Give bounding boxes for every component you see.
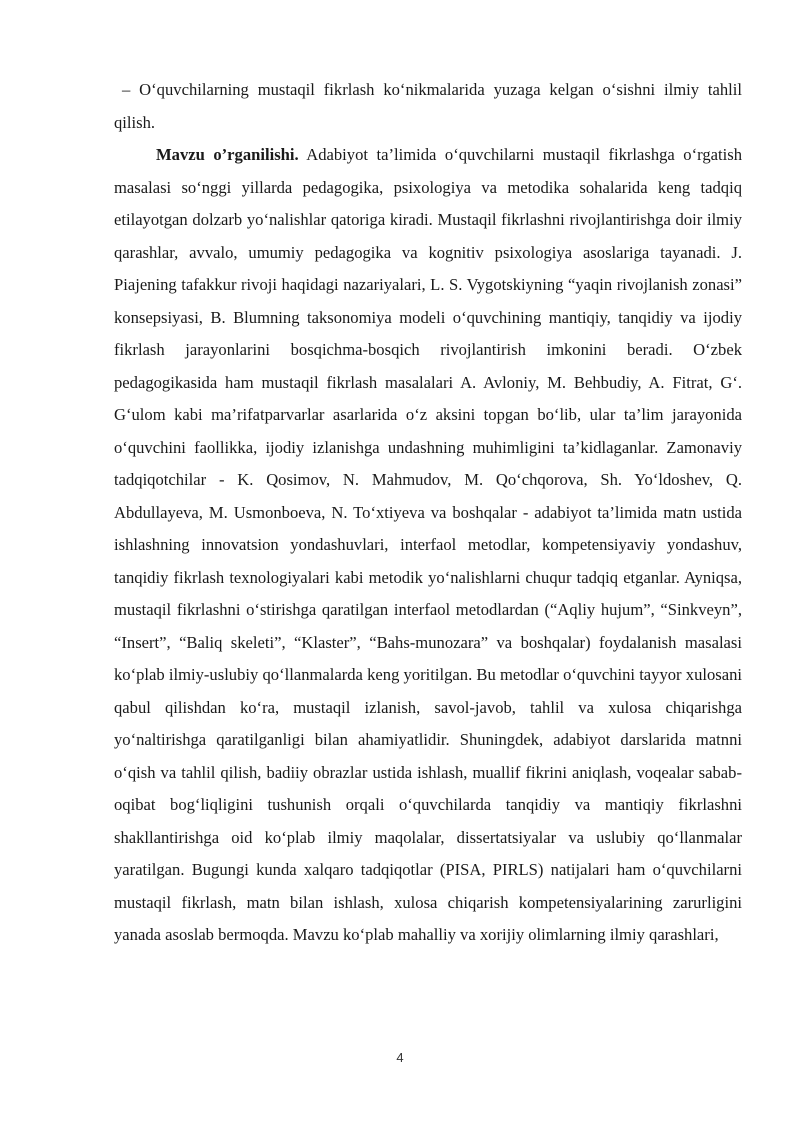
- section-heading: Mavzu o’rganilishi.: [156, 145, 299, 164]
- section-body: Adabiyot ta’limida o‘quvchilarni mustaqil fikrlashga o‘rgatish masalasi so‘nggi yillarda pedagogika, psixologiya va metodika sohalarida keng tadqiq etilayotgan dolzarb yo‘nalishlar qatoriga kiradi. Mustaqil fikrlashni rivojlantirishga doir ilmiy qarashlar, avvalo, umumiy pedagogika va kognitiv psixologiya asoslariga tayanadi. J. Piajening tafakkur rivoji haqidagi nazariyalari, L. S. Vygotskiyning “yaqin rivojlanish zonasi” konsepsiyasi, B. Blumning taksonomiya modeli o‘quvchining mantiqiy, tanqidiy va ijodiy fikrlash jarayonlarini bosqichma-bosqich rivojlantirish imkonini beradi. O‘zbek pedagogikasida ham mustaqil fikrlash masalalari A. Avloniy, M. Behbudiy, A. Fitrat, G‘. G‘ulom kabi ma’rifatparvarlar asarlarida o‘z aksini topgan bo‘lib, ular ta’lim jarayonida o‘quvchini faollikka, ijodiy izlanishga undashning muhimligini ta’kidlaganlar. Zamonaviy tadqiqotchilar - K. Qosimov, N. Mahmudov, M. Qo‘chqorova, Sh. Yo‘ldoshev, Q. Abdullayeva, M. Usmonboeva, N. To‘xtiyeva va boshqalar - adabiyot ta’limida matn ustida ishlashning innovatsion yondashuvlari, interfaol metodlar, kompetensiyaviy yondashuv, tanqidiy fikrlash texnologiyalari kabi metodik yo‘nalishlarni chuqur tadqiq etganlar. Ayniqsa, mustaqil fikrlashni o‘stirishga qaratilgan interfaol metodlardan (“Aqliy hujum”, “Sinkveyn”, “Insert”, “Baliq skeleti”, “Klaster”, “Bahs-munozara” va boshqalar) foydalanish masalasi ko‘plab ilmiy-uslubiy qo‘llanmalarda keng yoritilgan. Bu metodlar o‘quvchini tayyor xulosani qabul qilishdan ko‘ra, mustaqil izlanish, savol-javob, tahlil va xulosa chiqarishga yo‘naltirishga qaratilganligi bilan ahamiyatlidir. Shuningdek, adabiyot darslarida matnni o‘qish va tahlil qilish, badiiy obrazlar ustida ishlash, muallif fikrini aniqlash, voqealar sabab-oqibat bog‘liqligini tushunish orqali o‘quvchilarda tanqidiy va mantiqiy fikrlashni shakllantirishga oid ko‘plab ilmiy maqolalar, dissertatsiyalar va uslubiy qo‘llanmalar yaratilgan. Bugungi kunda xalqaro tadqiqotlar (PISA, PIRLS) natijalari ham o‘quvchilarni mustaqil fikrlash, matn bilan ishlash, xulosa chiqarish kompetensiyalarining zarurligini yanada asoslab bermoqda. Mavzu ko‘plab mahalliy va xorijiy olimlarning ilmiy qarashlari,: [114, 145, 742, 944]
- body-text: [114, 74, 742, 952]
- page-number: 4: [396, 1050, 404, 1065]
- intro-paragraph: – O‘quvchilarning mustaqil fikrlash ko‘nikmalarida yuzaga kelgan o‘sishni ilmiy tahlil qilish.: [114, 80, 742, 132]
- section-paragraph: [114, 139, 742, 952]
